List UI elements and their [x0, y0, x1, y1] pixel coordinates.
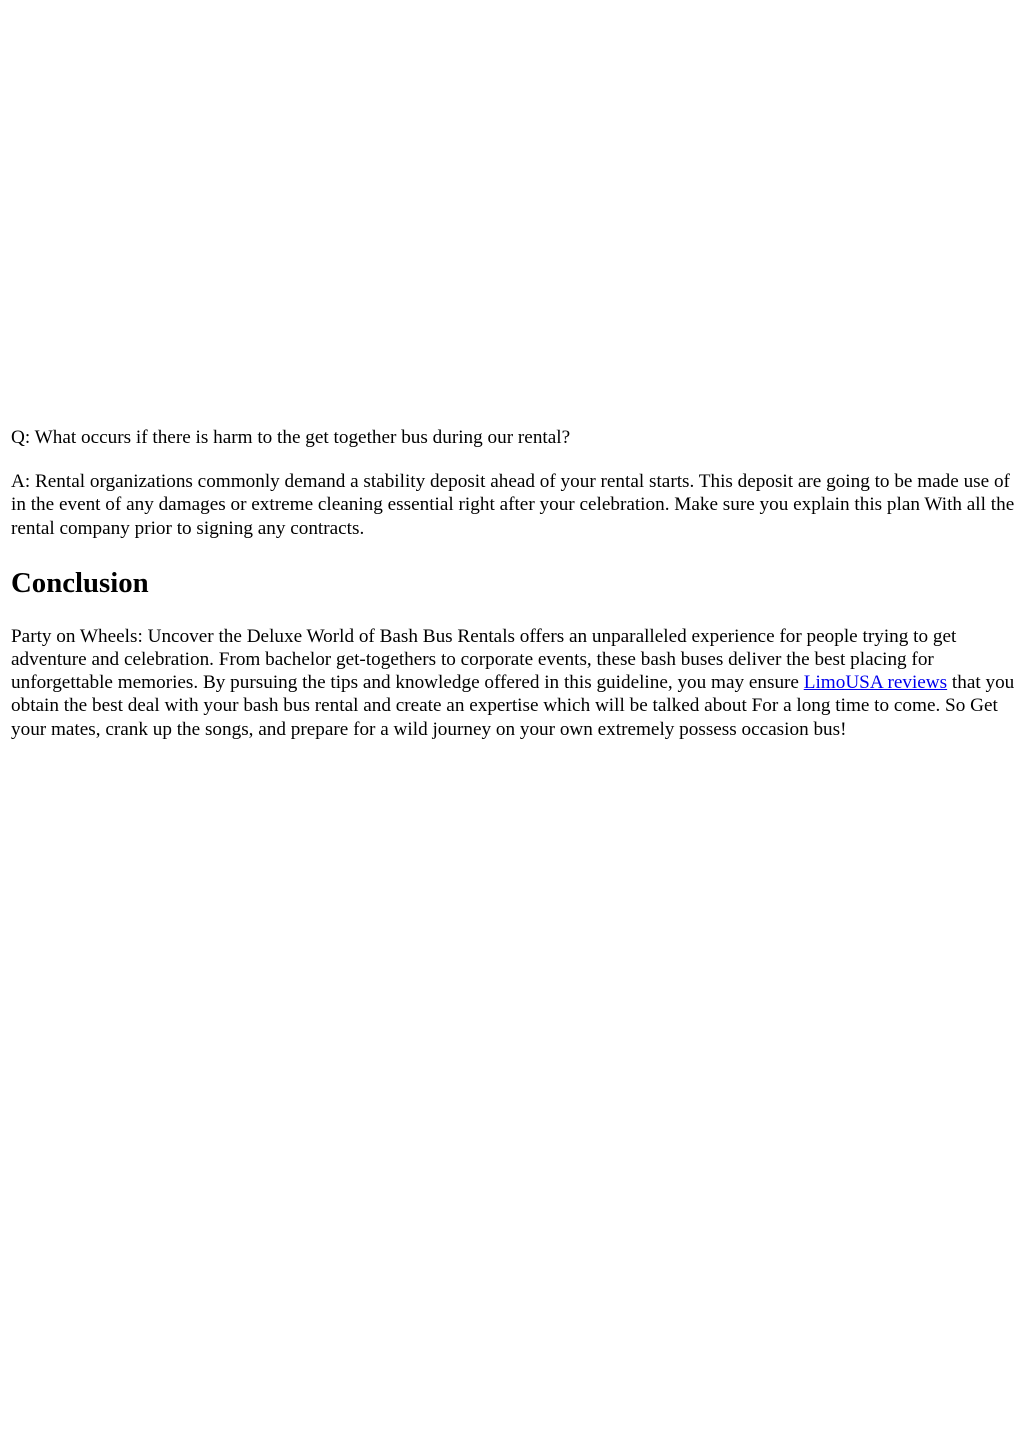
conclusion-heading: Conclusion: [11, 566, 149, 599]
limousa-reviews-link[interactable]: LimoUSA reviews: [803, 672, 948, 694]
faq-question: Q: What occurs if there is harm to the get together bus during our rental?: [11, 427, 571, 448]
conclusion-text-after-link: that you obtain the best deal with your bash bus rental and create an expertise which will be talked about For a long time to come. So Get your mates, crank up the songs, and prepare for a wild journey on your own extremely possess occasion bus!: [11, 672, 1015, 740]
faq-answer: A: Rental organizations commonly demand a stability deposit ahead of your rental starts. This deposit are going to be made use of in the event of any damages or extreme cleaning essential right after your celebration. Make sure you explain this plan With all the rental company prior to signing any contracts.: [11, 471, 1015, 539]
article-body: [11, 426, 1017, 741]
conclusion-paragraph: [11, 625, 1017, 741]
conclusion-text-before-link: Party on Wheels: Uncover the Deluxe World of Bash Bus Rentals offers an unparalleled experience for people trying to get adventure and celebration. From bachelor get-togethers to corporate events, these bash buses deliver the best placing for unforgettable memories. By pursuing the tips and knowledge offered in this guideline, you may ensure: [11, 625, 957, 694]
